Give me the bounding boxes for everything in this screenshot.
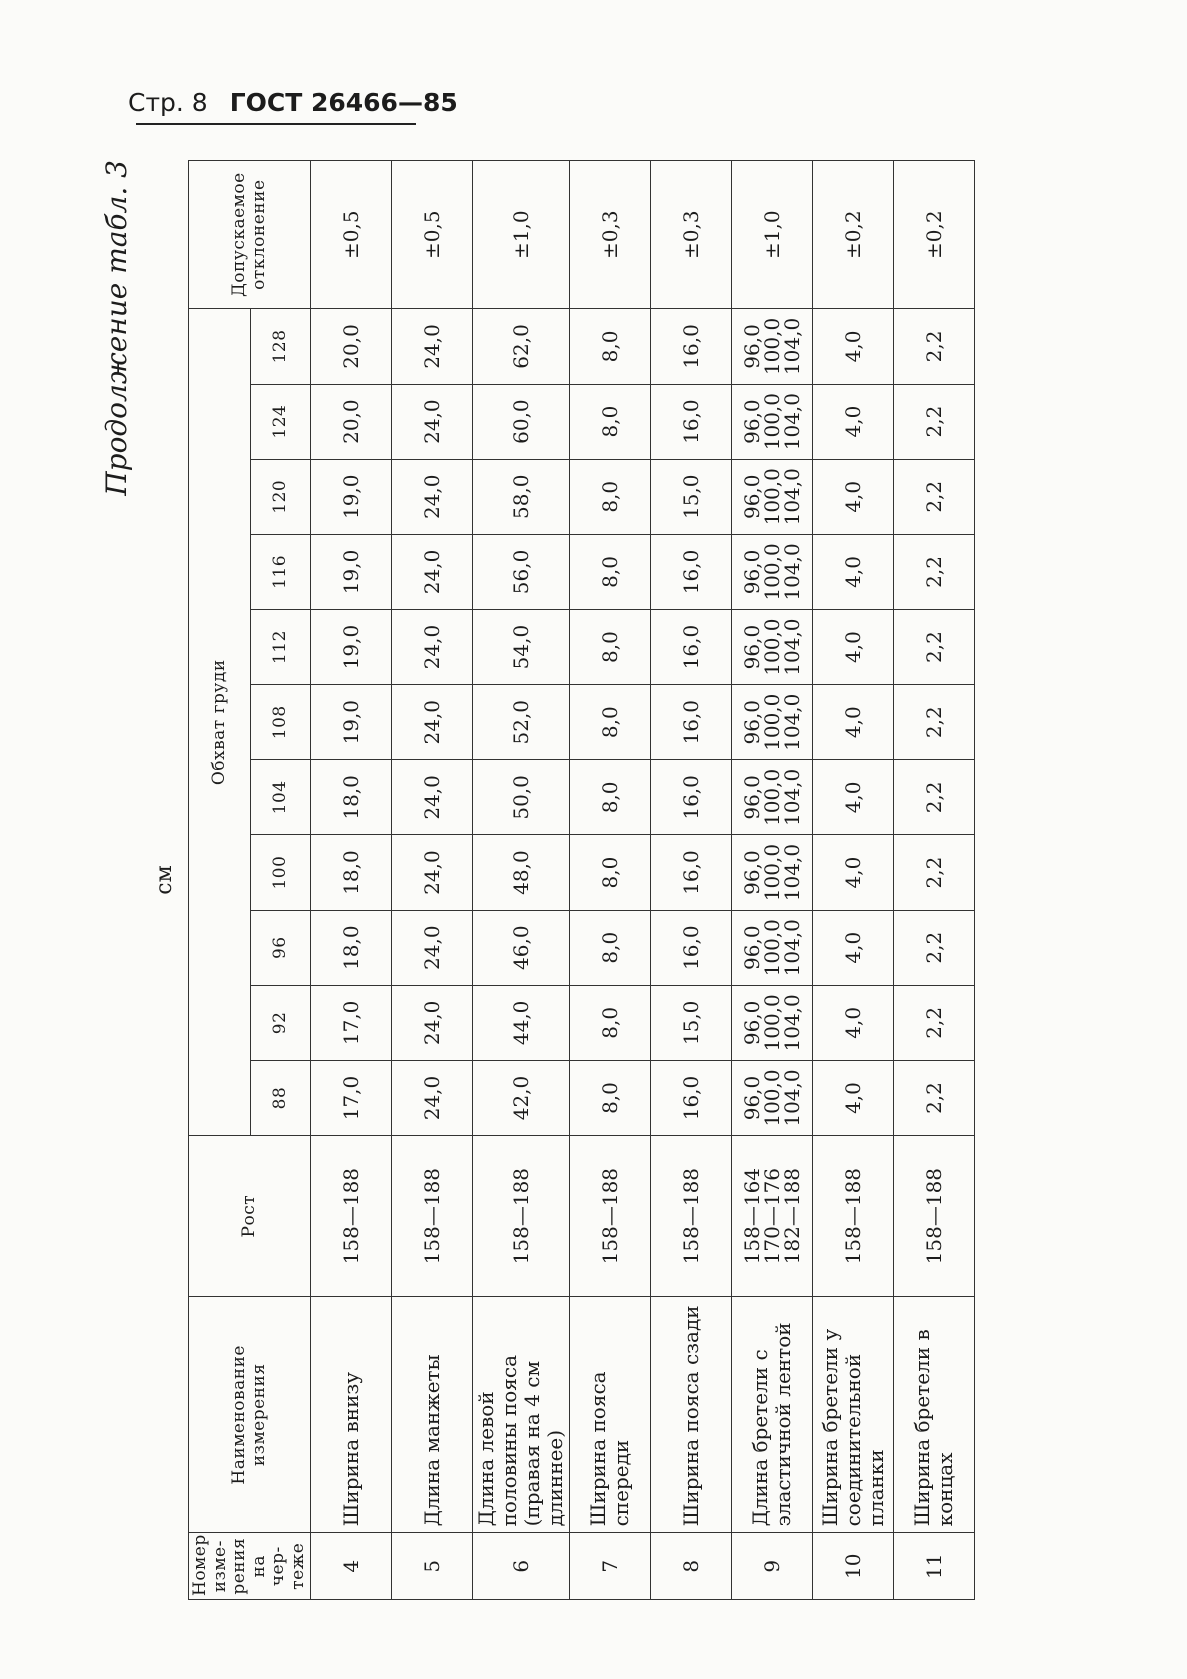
value: 96,0: [740, 549, 765, 595]
value-cell: [570, 534, 651, 609]
value: 8,0: [598, 330, 623, 363]
value-cell: [311, 1060, 392, 1135]
value-cell: [570, 610, 651, 685]
height-range: 158—188: [509, 1167, 534, 1265]
value-cell: [311, 384, 392, 459]
value-cell: [732, 985, 813, 1060]
value-cell: [392, 459, 473, 534]
value-cell: [651, 384, 732, 459]
value: 42,0: [509, 1075, 534, 1121]
value-cell: [732, 309, 813, 384]
value: 50,0: [509, 775, 534, 820]
value-cell: [813, 534, 894, 609]
value-cell: [894, 985, 975, 1060]
header-rule: [136, 123, 416, 125]
value: 62,0: [509, 324, 534, 369]
value: 8,0: [598, 480, 623, 513]
value-cell: [813, 309, 894, 384]
value-cell: [894, 610, 975, 685]
value-cell: [392, 760, 473, 835]
value: 4,0: [841, 405, 866, 438]
value-cell: [813, 685, 894, 760]
row-number: 11: [894, 1533, 975, 1600]
value: 2,2: [922, 781, 947, 814]
value: 17,0: [339, 1000, 364, 1046]
value: 24,0: [420, 850, 445, 895]
value: 24,0: [420, 925, 445, 970]
value: 2,2: [922, 1082, 947, 1114]
value: 96,0: [740, 1075, 765, 1121]
col-header-size: 92: [251, 985, 311, 1060]
value-cell: [651, 459, 732, 534]
value: 100,0: [760, 994, 785, 1052]
value: 24,0: [420, 474, 445, 520]
value-cell: [651, 309, 732, 384]
value-cell: [894, 685, 975, 760]
value: 104,0: [780, 843, 805, 902]
value-cell: [894, 910, 975, 985]
value-cell: [732, 760, 813, 835]
row-number: 10: [813, 1533, 894, 1600]
value: 16,0: [679, 699, 704, 745]
value-cell: [473, 384, 570, 459]
value-cell: [813, 1060, 894, 1135]
height-range: 158—188: [420, 1167, 445, 1265]
measurement-name: Длина левой половины пояса (правая на 4 см длиннее): [473, 1297, 570, 1533]
value-cell: [651, 610, 732, 685]
value: 100,0: [760, 1069, 785, 1127]
table-row: [894, 161, 975, 1600]
value: 44,0: [509, 1000, 534, 1046]
value: 2,2: [922, 856, 947, 889]
value: 4,0: [841, 480, 866, 513]
height-range: 158—164: [740, 1167, 765, 1265]
value: 96,0: [740, 1000, 765, 1046]
tolerance-cell: ±0,3: [651, 161, 732, 309]
value-cell: [894, 1060, 975, 1135]
value: 18,0: [339, 925, 364, 970]
value-cell: [894, 534, 975, 609]
document-code: ГОСТ 26466—85: [229, 88, 458, 117]
value: 100,0: [760, 768, 785, 827]
table-row: [570, 161, 651, 1600]
value: 96,0: [740, 474, 765, 520]
table-row: [473, 161, 570, 1600]
tolerance-cell: ±1,0: [473, 161, 570, 309]
value: 15,0: [679, 474, 704, 520]
height-range-cell: [894, 1136, 975, 1297]
value-cell: [570, 910, 651, 985]
value: 104,0: [780, 392, 805, 451]
col-header-height: Рост: [189, 1136, 311, 1297]
value: 4,0: [841, 856, 866, 889]
value: 24,0: [420, 549, 445, 595]
value: 104,0: [780, 994, 805, 1052]
value-cell: [651, 534, 732, 609]
value-cell: [732, 910, 813, 985]
value: 4,0: [841, 706, 866, 739]
value-cell: [311, 610, 392, 685]
value-cell: [813, 985, 894, 1060]
value: 46,0: [509, 925, 534, 970]
value-cell: [570, 760, 651, 835]
value-cell: [813, 760, 894, 835]
value-cell: [732, 835, 813, 910]
value: 4,0: [841, 1006, 866, 1039]
value: 96,0: [740, 399, 765, 444]
value: 100,0: [760, 543, 785, 601]
value-cell: [570, 309, 651, 384]
value: 96,0: [740, 775, 765, 820]
value: 104,0: [780, 919, 805, 977]
height-range-cell: [651, 1136, 732, 1297]
value: 104,0: [780, 468, 805, 526]
value-cell: [813, 384, 894, 459]
height-range: 182—188: [780, 1167, 805, 1265]
value: 96,0: [740, 699, 765, 745]
table-row: [392, 161, 473, 1600]
value: 18,0: [339, 775, 364, 820]
value: 8,0: [598, 1006, 623, 1039]
tolerance-cell: ±0,2: [813, 161, 894, 309]
value-cell: [813, 835, 894, 910]
tolerance-cell: ±0,5: [392, 161, 473, 309]
value-cell: [651, 760, 732, 835]
col-header-chest-girth: Обхват груди: [189, 309, 251, 1136]
value-cell: [570, 1060, 651, 1135]
value-cell: [651, 835, 732, 910]
value-cell: [473, 985, 570, 1060]
height-range-cell: [570, 1136, 651, 1297]
measurement-table: [188, 160, 975, 1600]
row-number: 6: [473, 1533, 570, 1600]
value: 19,0: [339, 699, 364, 745]
col-header-name: Наименование измерения: [189, 1297, 311, 1533]
value-cell: [732, 384, 813, 459]
value: 4,0: [841, 931, 866, 964]
row-number: 4: [311, 1533, 392, 1600]
value-cell: [894, 384, 975, 459]
value: 16,0: [679, 775, 704, 820]
col-header-size: 96: [251, 910, 311, 985]
value: 2,2: [922, 556, 947, 588]
table-row: [813, 161, 894, 1600]
value: 8,0: [598, 631, 623, 663]
value: 19,0: [339, 624, 364, 670]
height-range: 170—176: [760, 1167, 785, 1265]
value-cell: [311, 309, 392, 384]
height-range: 158—188: [679, 1167, 704, 1265]
unit-label: см: [152, 865, 177, 895]
value: 16,0: [679, 850, 704, 895]
col-header-size: 120: [251, 459, 311, 534]
value: 4,0: [841, 330, 866, 363]
page-header: [128, 88, 458, 117]
measurement-name: Ширина внизу: [311, 1297, 392, 1533]
value-cell: [311, 534, 392, 609]
height-range-cell: [813, 1136, 894, 1297]
value-cell: [473, 309, 570, 384]
value-cell: [473, 835, 570, 910]
value-cell: [392, 1060, 473, 1135]
value: 2,2: [922, 631, 947, 663]
value: 24,0: [420, 1075, 445, 1121]
value: 8,0: [598, 931, 623, 964]
rotated-table-block: [100, 160, 1130, 1600]
height-range-cell: [732, 1136, 813, 1297]
value-cell: [392, 309, 473, 384]
value-cell: [732, 459, 813, 534]
value: 60,0: [509, 399, 534, 444]
value-cell: [392, 685, 473, 760]
height-range: 158—188: [841, 1167, 866, 1265]
col-header-size: 128: [251, 309, 311, 384]
value-cell: [473, 459, 570, 534]
value: 100,0: [760, 317, 785, 376]
value: 104,0: [780, 543, 805, 601]
value-cell: [392, 534, 473, 609]
value-cell: [894, 459, 975, 534]
value: 17,0: [339, 1075, 364, 1121]
value-cell: [473, 760, 570, 835]
value-cell: [392, 910, 473, 985]
col-header-tolerance: Допускаемое отклонение: [189, 161, 311, 309]
value: 18,0: [339, 850, 364, 895]
value: 24,0: [420, 324, 445, 369]
value-cell: [392, 835, 473, 910]
tolerance-cell: ±1,0: [732, 161, 813, 309]
value-cell: [473, 1060, 570, 1135]
value: 19,0: [339, 474, 364, 520]
value: 96,0: [740, 324, 765, 369]
value: 8,0: [598, 706, 623, 739]
value: 24,0: [420, 624, 445, 670]
value: 56,0: [509, 549, 534, 595]
height-range-cell: [473, 1136, 570, 1297]
value: 100,0: [760, 693, 785, 751]
value-cell: [311, 910, 392, 985]
value-cell: [732, 534, 813, 609]
value: 4,0: [841, 1082, 866, 1114]
value: 96,0: [740, 925, 765, 970]
value-cell: [473, 910, 570, 985]
value: 2,2: [922, 480, 947, 513]
height-range-cell: [392, 1136, 473, 1297]
header-row-1: [189, 161, 251, 1600]
value: 2,2: [922, 330, 947, 363]
value-cell: [473, 685, 570, 760]
tolerance-cell: ±0,5: [311, 161, 392, 309]
value: 16,0: [679, 324, 704, 369]
value-cell: [894, 760, 975, 835]
value: 16,0: [679, 1075, 704, 1121]
col-header-size: 104: [251, 760, 311, 835]
value: 104,0: [780, 768, 805, 827]
value-cell: [732, 610, 813, 685]
value: 20,0: [339, 324, 364, 369]
value-cell: [473, 610, 570, 685]
value: 24,0: [420, 399, 445, 444]
col-header-size: 116: [251, 534, 311, 609]
value: 2,2: [922, 1006, 947, 1039]
value: 104,0: [780, 1069, 805, 1127]
measurement-name: Ширина бретели в концах: [894, 1297, 975, 1533]
col-header-size: 88: [251, 1060, 311, 1135]
value: 20,0: [339, 399, 364, 444]
value-cell: [311, 685, 392, 760]
value-cell: [651, 685, 732, 760]
tolerance-cell: ±0,3: [570, 161, 651, 309]
value-cell: [894, 835, 975, 910]
value-cell: [392, 384, 473, 459]
value-cell: [311, 760, 392, 835]
measurement-name: Ширина бретели у соединительной планки: [813, 1297, 894, 1533]
page-number: Стр. 8: [128, 88, 208, 117]
value-cell: [392, 610, 473, 685]
height-range-cell: [311, 1136, 392, 1297]
measurement-name: Ширина пояса спереди: [570, 1297, 651, 1533]
col-header-size: 100: [251, 835, 311, 910]
col-header-number: Номер изме-рения на чер-теже: [189, 1533, 311, 1600]
value: 100,0: [760, 843, 785, 902]
value: 8,0: [598, 556, 623, 588]
row-number: 9: [732, 1533, 813, 1600]
value: 15,0: [679, 1000, 704, 1046]
value-cell: [392, 985, 473, 1060]
height-range: 158—188: [598, 1167, 623, 1265]
value: 24,0: [420, 699, 445, 745]
value: 2,2: [922, 405, 947, 438]
value-cell: [651, 985, 732, 1060]
value-cell: [570, 685, 651, 760]
value: 96,0: [740, 624, 765, 670]
value-cell: [311, 835, 392, 910]
value: 100,0: [760, 919, 785, 977]
value: 104,0: [780, 693, 805, 751]
value: 4,0: [841, 781, 866, 814]
value-cell: [570, 384, 651, 459]
value-cell: [473, 534, 570, 609]
value: 4,0: [841, 556, 866, 588]
value-cell: [570, 459, 651, 534]
value-cell: [894, 309, 975, 384]
value: 48,0: [509, 850, 534, 895]
col-header-size: 108: [251, 685, 311, 760]
tolerance-cell: ±0,2: [894, 161, 975, 309]
measurement-name: Длина манжеты: [392, 1297, 473, 1533]
value: 16,0: [679, 925, 704, 970]
measurement-name: Длина бретели с эластичной лентой: [732, 1297, 813, 1533]
table-row: [311, 161, 392, 1600]
value: 100,0: [760, 468, 785, 526]
value: 8,0: [598, 856, 623, 889]
value: 104,0: [780, 618, 805, 676]
row-number: 7: [570, 1533, 651, 1600]
value: 16,0: [679, 399, 704, 444]
value-cell: [651, 1060, 732, 1135]
value-cell: [570, 835, 651, 910]
table-row: [732, 161, 813, 1600]
value: 8,0: [598, 781, 623, 814]
value-cell: [813, 459, 894, 534]
value-cell: [813, 910, 894, 985]
measurement-name: Ширина пояса сзади: [651, 1297, 732, 1533]
row-number: 8: [651, 1533, 732, 1600]
value: 58,0: [509, 474, 534, 520]
value-cell: [732, 1060, 813, 1135]
row-number: 5: [392, 1533, 473, 1600]
value: 16,0: [679, 624, 704, 670]
height-range: 158—188: [922, 1167, 947, 1265]
value: 100,0: [760, 618, 785, 676]
value: 24,0: [420, 775, 445, 820]
value-cell: [732, 685, 813, 760]
value-cell: [311, 985, 392, 1060]
value: 52,0: [509, 699, 534, 745]
table-body: [311, 161, 975, 1600]
value: 16,0: [679, 549, 704, 595]
table-row: [651, 161, 732, 1600]
value: 19,0: [339, 549, 364, 595]
table-caption: Продолжение табл. 3: [100, 160, 133, 496]
col-header-size: 112: [251, 610, 311, 685]
value-cell: [651, 910, 732, 985]
value: 96,0: [740, 850, 765, 895]
value-cell: [570, 985, 651, 1060]
value: 8,0: [598, 1082, 623, 1114]
height-range: 158—188: [339, 1167, 364, 1265]
value: 2,2: [922, 706, 947, 739]
value: 8,0: [598, 405, 623, 438]
value: 54,0: [509, 624, 534, 670]
value-cell: [813, 610, 894, 685]
value: 4,0: [841, 631, 866, 663]
value: 24,0: [420, 1000, 445, 1046]
value-cell: [311, 459, 392, 534]
col-header-size: 124: [251, 384, 311, 459]
value: 100,0: [760, 392, 785, 451]
value: 104,0: [780, 317, 805, 376]
value: 2,2: [922, 931, 947, 964]
